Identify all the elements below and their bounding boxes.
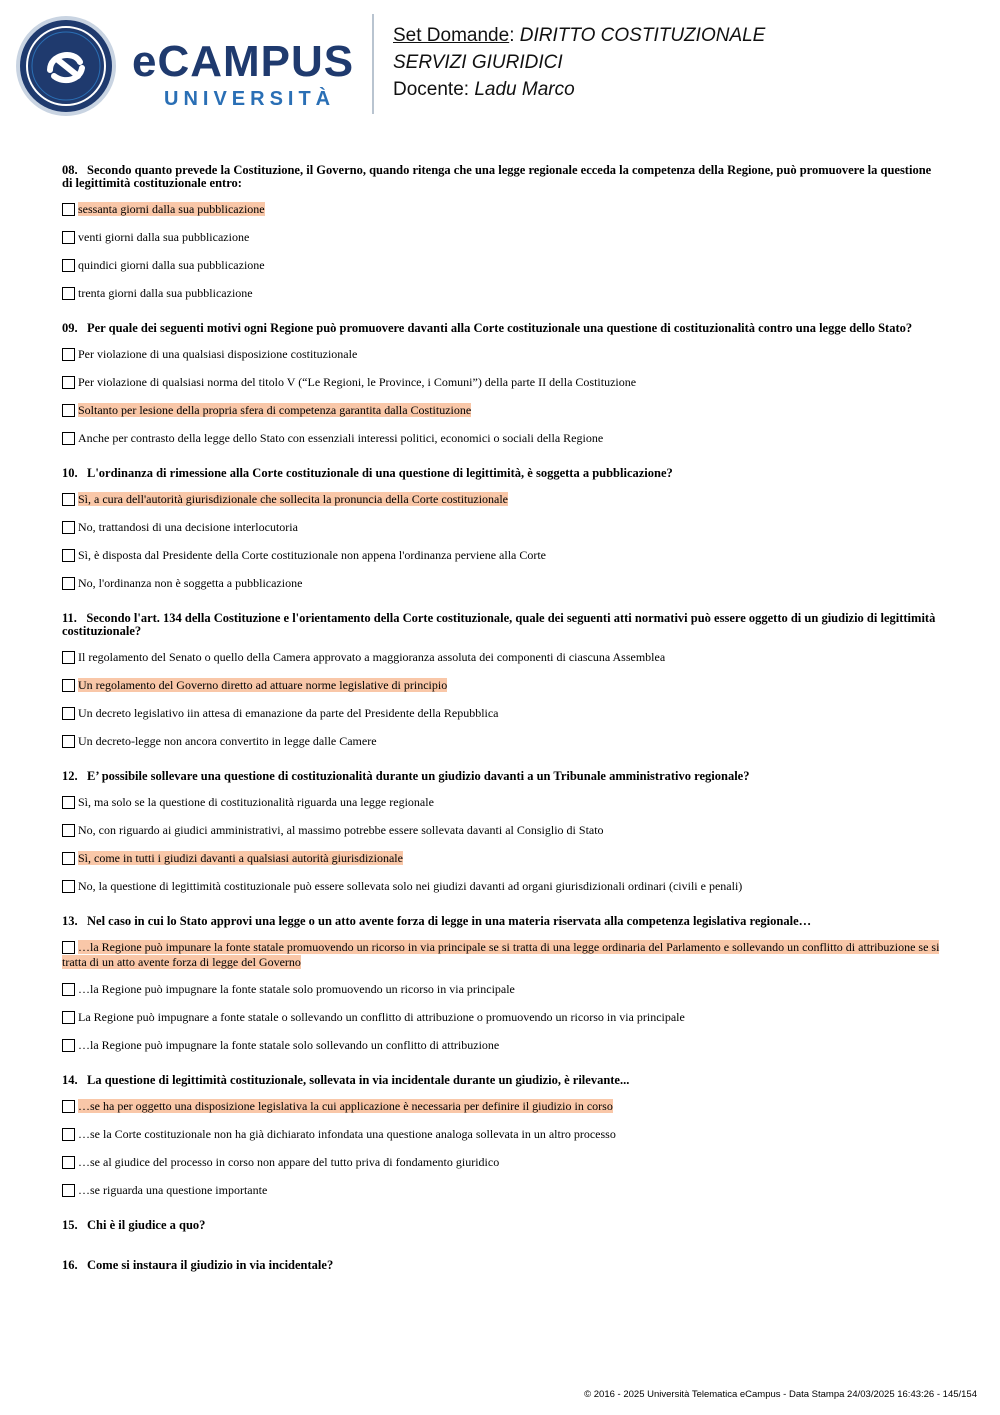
answer-text: …la Regione può impunare la fonte statale promuovendo un ricorso in via principale se si tratta di una legge ordinaria del Parlamento e sollevando un conflitto di attribuzione se si tratta di un atto avente forza di legge del Governo bbox=[62, 940, 940, 969]
question-text: L'ordinanza di rimessione alla Corte costituzionale di una questione di legittimità, è soggetta a pubblicazione? bbox=[87, 466, 673, 480]
answer-option[interactable] bbox=[62, 230, 942, 246]
checkbox-icon[interactable] bbox=[62, 679, 75, 692]
checkbox-icon[interactable] bbox=[62, 735, 75, 748]
set-colon: : bbox=[509, 25, 515, 46]
answer-text: …la Regione può impugnare la fonte statale solo promuovendo un ricorso in via principale bbox=[78, 982, 515, 996]
answer-option-correct[interactable] bbox=[62, 492, 942, 508]
answer-text: venti giorni dalla sua pubblicazione bbox=[78, 230, 250, 244]
question-block bbox=[62, 915, 942, 1054]
checkbox-icon[interactable] bbox=[62, 259, 75, 272]
answer-text: Sì, è disposta dal Presidente della Corte costituzionale non appena l'ordinanza perviene alla Corte bbox=[78, 548, 547, 562]
question-text: Chi è il giudice a quo? bbox=[87, 1218, 206, 1232]
question-list bbox=[62, 164, 942, 1299]
question-text: La questione di legittimità costituzionale, sollevata in via incidentale durante un giudizio, è rilevante... bbox=[87, 1073, 630, 1087]
answer-text: Un regolamento del Governo diretto ad attuare norme legislative di principio bbox=[78, 678, 448, 692]
question-number: 08. bbox=[62, 163, 78, 177]
answer-option[interactable] bbox=[62, 982, 942, 998]
answer-option[interactable] bbox=[62, 375, 942, 391]
question-number: 14. bbox=[62, 1073, 78, 1087]
answer-text: …se al giudice del processo in corso non appare del tutto priva di fondamento giuridico bbox=[78, 1155, 500, 1169]
answer-option[interactable] bbox=[62, 576, 942, 592]
answer-text: No, con riguardo ai giudici amministrativi, al massimo potrebbe essere sollevata davanti al Consiglio di Stato bbox=[78, 823, 604, 837]
answer-option[interactable] bbox=[62, 706, 942, 722]
answer-text: trenta giorni dalla sua pubblicazione bbox=[78, 286, 253, 300]
checkbox-icon[interactable] bbox=[62, 203, 75, 216]
answer-text: Sì, ma solo se la questione di costituzionalità riguarda una legge regionale bbox=[78, 795, 434, 809]
answer-text: Un decreto legislativo iin attesa di emanazione da parte del Presidente della Repubblica bbox=[78, 706, 499, 720]
answer-text: Un decreto-legge non ancora convertito in legge dalle Camere bbox=[78, 734, 377, 748]
brand-subtitle: UNIVERSITÀ bbox=[164, 88, 336, 110]
checkbox-icon[interactable] bbox=[62, 549, 75, 562]
answer-option[interactable] bbox=[62, 520, 942, 536]
answer-text: La Regione può impugnare a fonte statale o sollevando un conflitto di attribuzione o promuovendo un ricorso in via principale bbox=[78, 1010, 685, 1024]
answer-text: Il regolamento del Senato o quello della Camera approvato a maggioranza assoluta dei componenti di ciascuna Assemblea bbox=[78, 650, 666, 664]
checkbox-icon[interactable] bbox=[62, 1039, 75, 1052]
answer-text: sessanta giorni dalla sua pubblicazione bbox=[78, 202, 265, 216]
open-question bbox=[62, 1259, 942, 1272]
answer-text: Per violazione di qualsiasi norma del titolo V (“Le Regioni, le Province, i Comuni”) della parte II della Costituzione bbox=[78, 375, 637, 389]
answer-text: …la Regione può impugnare la fonte statale solo sollevando un conflitto di attribuzione bbox=[78, 1038, 500, 1052]
question-block bbox=[62, 164, 942, 302]
answer-option[interactable] bbox=[62, 1155, 942, 1171]
question-number: 13. bbox=[62, 914, 78, 928]
answer-option-correct[interactable] bbox=[62, 940, 942, 970]
ecampus-logo bbox=[14, 14, 374, 114]
checkbox-icon[interactable] bbox=[62, 1100, 75, 1113]
ecampus-emblem-icon bbox=[14, 14, 118, 118]
question-text: Come si instaura il giudizio in via incidentale? bbox=[87, 1258, 334, 1272]
checkbox-icon[interactable] bbox=[62, 707, 75, 720]
question-text: Per quale dei seguenti motivi ogni Regione può promuovere davanti alla Corte costituzionale una questione di costituzionalità contro una legge dello Stato? bbox=[87, 321, 913, 335]
open-question bbox=[62, 1219, 942, 1232]
answer-option[interactable] bbox=[62, 258, 942, 274]
question-number: 12. bbox=[62, 769, 78, 783]
question-title bbox=[62, 467, 942, 480]
page-header bbox=[0, 0, 1000, 130]
checkbox-icon[interactable] bbox=[62, 493, 75, 506]
checkbox-icon[interactable] bbox=[62, 376, 75, 389]
answer-option-correct[interactable] bbox=[62, 678, 942, 694]
answer-option[interactable] bbox=[62, 347, 942, 363]
checkbox-icon[interactable] bbox=[62, 880, 75, 893]
answer-text: No, l'ordinanza non è soggetta a pubblicazione bbox=[78, 576, 303, 590]
subject-line-2: SERVIZI GIURIDICI bbox=[393, 52, 563, 73]
checkbox-icon[interactable] bbox=[62, 404, 75, 417]
answer-option-correct[interactable] bbox=[62, 403, 942, 419]
answer-text: …se la Corte costituzionale non ha già dichiarato infondata una questione analoga sollevata in un altro processo bbox=[78, 1127, 616, 1141]
checkbox-icon[interactable] bbox=[62, 231, 75, 244]
header-info bbox=[393, 22, 765, 103]
question-title bbox=[62, 612, 942, 638]
answer-text: …se ha per oggetto una disposizione legislativa la cui applicazione è necessaria per definire il giudizio in corso bbox=[78, 1099, 613, 1113]
question-text: E’ possibile sollevare una questione di costituzionalità durante un giudizio davanti a un Tribunale amministrativo regionale? bbox=[87, 769, 750, 783]
teacher-name: Ladu Marco bbox=[474, 79, 575, 100]
answer-option[interactable] bbox=[62, 795, 942, 811]
answer-text: No, la questione di legittimità costituzionale può essere sollevata solo nei giudizi davanti ad organi giurisdizionali ordinari (civili e penali) bbox=[78, 879, 743, 893]
checkbox-icon[interactable] bbox=[62, 651, 75, 664]
page-footer: © 2016 - 2025 Università Telematica eCampus - Data Stampa 24/03/2025 16:43:26 - 145/154 bbox=[584, 1389, 977, 1400]
question-title bbox=[62, 1074, 942, 1087]
question-block bbox=[62, 322, 942, 447]
question-title bbox=[62, 915, 942, 928]
answer-option[interactable] bbox=[62, 286, 942, 302]
question-number: 09. bbox=[62, 321, 78, 335]
answer-option[interactable] bbox=[62, 650, 942, 666]
question-number: 11. bbox=[62, 611, 77, 625]
checkbox-icon[interactable] bbox=[62, 577, 75, 590]
answer-text: Anche per contrasto della legge dello Stato con essenziali interessi politici, economici o sociali della Regione bbox=[78, 431, 604, 445]
header-divider bbox=[372, 14, 374, 114]
answer-option[interactable] bbox=[62, 1183, 942, 1199]
checkbox-icon[interactable] bbox=[62, 796, 75, 809]
question-title bbox=[62, 322, 942, 335]
answer-option[interactable] bbox=[62, 1010, 942, 1026]
checkbox-icon[interactable] bbox=[62, 1011, 75, 1024]
subject-line-1: DIRITTO COSTITUZIONALE bbox=[519, 25, 766, 46]
answer-option[interactable] bbox=[62, 1038, 942, 1054]
question-number: 16. bbox=[62, 1258, 78, 1272]
answer-text: …se riguarda una questione importante bbox=[78, 1183, 268, 1197]
answer-text: Per violazione di una qualsiasi disposizione costituzionale bbox=[78, 347, 358, 361]
set-line bbox=[393, 22, 765, 49]
answer-text: Sì, a cura dell'autorità giurisdizionale che sollecita la pronuncia della Corte costituzionale bbox=[78, 492, 509, 506]
checkbox-icon[interactable] bbox=[62, 287, 75, 300]
question-text: Secondo quanto prevede la Costituzione, il Governo, quando ritenga che una legge regionale ecceda la competenza della Regione, può promuovere la questione di legittimità costituzionale entro: bbox=[62, 163, 932, 190]
answer-text: Soltanto per lesione della propria sfera di competenza garantita dalla Costituzione bbox=[78, 403, 472, 417]
question-text: Secondo l'art. 134 della Costituzione e l'orientamento della Corte costituzionale, quale dei seguenti atti normativi può essere oggetto di un giudizio di legittimità costituzionale? bbox=[62, 611, 936, 638]
answer-option-correct[interactable] bbox=[62, 1099, 942, 1115]
question-title bbox=[62, 164, 942, 190]
teacher-line bbox=[393, 76, 765, 103]
checkbox-icon[interactable] bbox=[62, 983, 75, 996]
checkbox-icon[interactable] bbox=[62, 824, 75, 837]
answer-option[interactable] bbox=[62, 823, 942, 839]
checkbox-icon[interactable] bbox=[62, 348, 75, 361]
answer-option[interactable] bbox=[62, 1127, 942, 1143]
checkbox-icon[interactable] bbox=[62, 432, 75, 445]
answer-option[interactable] bbox=[62, 734, 942, 750]
question-title bbox=[62, 770, 942, 783]
checkbox-icon[interactable] bbox=[62, 941, 75, 954]
answer-text: quindici giorni dalla sua pubblicazione bbox=[78, 258, 265, 272]
checkbox-icon[interactable] bbox=[62, 521, 75, 534]
answer-option[interactable] bbox=[62, 431, 942, 447]
answer-text: Sì, come in tutti i giudizi davanti a qualsiasi autorità giurisdizionale bbox=[78, 851, 403, 865]
answer-option[interactable] bbox=[62, 548, 942, 564]
answer-option-correct[interactable] bbox=[62, 202, 942, 218]
checkbox-icon[interactable] bbox=[62, 1184, 75, 1197]
question-number: 10. bbox=[62, 466, 78, 480]
brand-name: eCAMPUS bbox=[132, 37, 355, 86]
question-text: Nel caso in cui lo Stato approvi una legge o un atto avente forza di legge in una materia riservata alla competenza legislativa regionale… bbox=[87, 914, 812, 928]
question-block bbox=[62, 1074, 942, 1199]
checkbox-icon[interactable] bbox=[62, 1156, 75, 1169]
question-block bbox=[62, 612, 942, 750]
teacher-label: Docente: bbox=[393, 79, 470, 100]
question-block bbox=[62, 467, 942, 592]
question-number: 15. bbox=[62, 1218, 78, 1232]
answer-text: No, trattandosi di una decisione interlocutoria bbox=[78, 520, 298, 534]
answer-option[interactable] bbox=[62, 879, 942, 895]
question-block bbox=[62, 770, 942, 895]
set-label: Set Domande bbox=[393, 25, 510, 46]
checkbox-icon[interactable] bbox=[62, 852, 75, 865]
answer-option-correct[interactable] bbox=[62, 851, 942, 867]
checkbox-icon[interactable] bbox=[62, 1128, 75, 1141]
